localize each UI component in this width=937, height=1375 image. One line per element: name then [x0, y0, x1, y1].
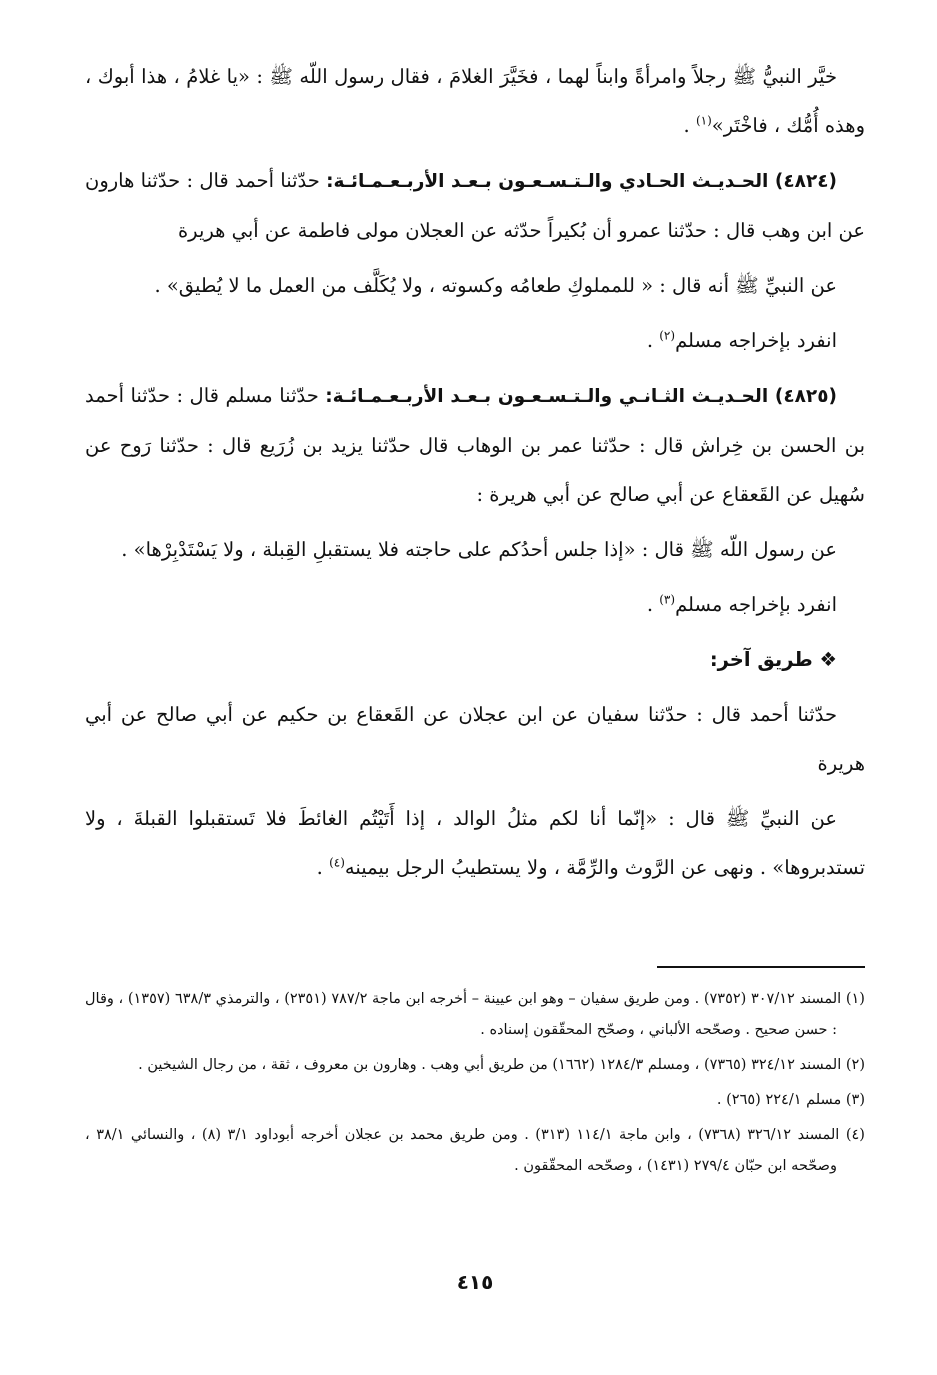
- hadith-4824-takhrij: [85, 316, 865, 365]
- hadith-4825-title: (٤٨٢٥) الحـديـث الثـانـي والـتـسـعـون بـعـد الأربـعـمـائـة:: [325, 386, 837, 407]
- book-page: [85, 52, 865, 1375]
- hadith-4825-isnad-text: حدّثنا مسلم قال : حدّثنا أحمد بن الحسن بن خِراش قال : حدّثنا عمر بن الوهاب قال حدّثنا يزيد بن زُرَيع قال : حدّثنا رَوح عن سُهيل عن القَعقاع عن أبي صالح عن أبي هريرة :: [85, 384, 865, 506]
- hadith-4824-takhrij-text: انفرد بإخراجه مسلم: [675, 329, 837, 352]
- footnote-ref-2: (٢): [659, 328, 676, 343]
- hadith-4825-takhrij: [85, 580, 865, 629]
- sentence-end: .: [646, 593, 660, 616]
- hadith-4824-title: (٤٨٢٤) الحـديـث الحـادي والـتـسـعـون بـعـد الأربـعـمـائـة:: [326, 171, 837, 192]
- main-text: [85, 52, 865, 892]
- sentence-end: .: [683, 114, 696, 137]
- footnote-4: (٤) المسند ٣٢٦/١٢ (٧٣٦٨) ، وابن ماجة ١١٤/١ (٣١٣) . ومن طريق محمد بن عجلان أخرجه أبوداود ٣/١ (٨) ، والنسائي ٣٨/١ ، وصحّحه ابن حبّان ٢٧٩/٤ (١٤٣١) ، وصحّحه المحقّقون .: [85, 1127, 865, 1174]
- another-route-matn-text: عن النبيِّ ﷺ قال : «إنّما أنا لكم مثلُ الوالد ، إذا أَتَيْتُم الغائطَ فلا تَستقبلوا القبلةَ ، ولا تستدبروها» . ونهى عن الرَّوث والرِّمَّة ، ولا يستطيبُ الرجل بيمينه: [85, 807, 865, 879]
- footnote-ref-1: (١): [695, 113, 712, 128]
- another-route-isnad: حدّثنا أحمد قال : حدّثنا سفيان عن ابن عجلان عن القَعقاع بن حكيم عن أبي صالح عن أبي هريرة: [85, 703, 865, 775]
- sentence-end: .: [646, 329, 660, 352]
- footnote-3: (٣) مسلم ٢٢٤/١ (٢٦٥) .: [716, 1092, 865, 1108]
- hadith-intro-paragraph: [85, 52, 865, 150]
- sentence-end: .: [316, 856, 330, 879]
- footnote-separator: [657, 966, 865, 968]
- hadith-4825-matn: عن رسول اللّه ﷺ قال : «إذا جلس أحدُكم على حاجته فلا يستقبلِ القِبلة ، ولا يَسْتَدْبِرْها» .: [121, 538, 837, 561]
- hadith-4825-isnad: [85, 371, 865, 519]
- footnote-ref-3: (٣): [659, 592, 676, 607]
- hadith-4824-isnad: [85, 156, 865, 255]
- another-route-heading: ❖ طريق آخر:: [709, 648, 837, 671]
- page-number: ٤١٥: [456, 1270, 494, 1294]
- footnote-ref-4: (٤): [329, 855, 345, 870]
- footnotes: [85, 984, 865, 1186]
- hadith-4824-matn: عن النبيِّ ﷺ أنه قال : « للمملوكِ طعامُه وكسوته ، ولا يُكَلَّف من العمل ما لا يُطيق» .: [154, 274, 837, 297]
- hadith-intro-text: خيَّر النبيُّ ﷺ رجلاً وامرأةً وابناً لهما ، فخَيَّرَ الغلامَ ، فقال رسول اللّه ﷺ : «يا غلامُ ، هذا أبوك ، وهذه أُمُّك ، فاخْتَر»: [85, 65, 865, 137]
- another-route-matn: [85, 794, 865, 892]
- hadith-4825-takhrij-text: انفرد بإخراجه مسلم: [675, 593, 837, 616]
- footnote-2: (٢) المسند ٣٢٤/١٢ (٧٣٦٥) ، ومسلم ١٢٨٤/٣ (١٦٦٢) من طريق أبي وهب . وهارون بن معروف ، ثقة ، من رجال الشيخين .: [138, 1057, 865, 1073]
- hadith-4824-isnad-text: حدّثنا أحمد قال : حدّثنا هارون عن ابن وهب قال : حدّثنا عمرو أن بُكيراً حدّثه عن العجلان مولى فاطمة عن أبي هريرة: [85, 169, 865, 242]
- footnote-1: (١) المسند ٣٠٧/١٢ (٧٣٥٢) . ومن طريق سفيان – وهو ابن عيينة – أخرجه ابن ماجة ٧٨٧/٢ (٢٣٥١) ، والترمذي ٦٣٨/٣ (١٣٥٧) ، وقال : حسن صحيح . وصحّحه الألباني ، وصحّح المحقّقون إسناده .: [85, 991, 865, 1038]
